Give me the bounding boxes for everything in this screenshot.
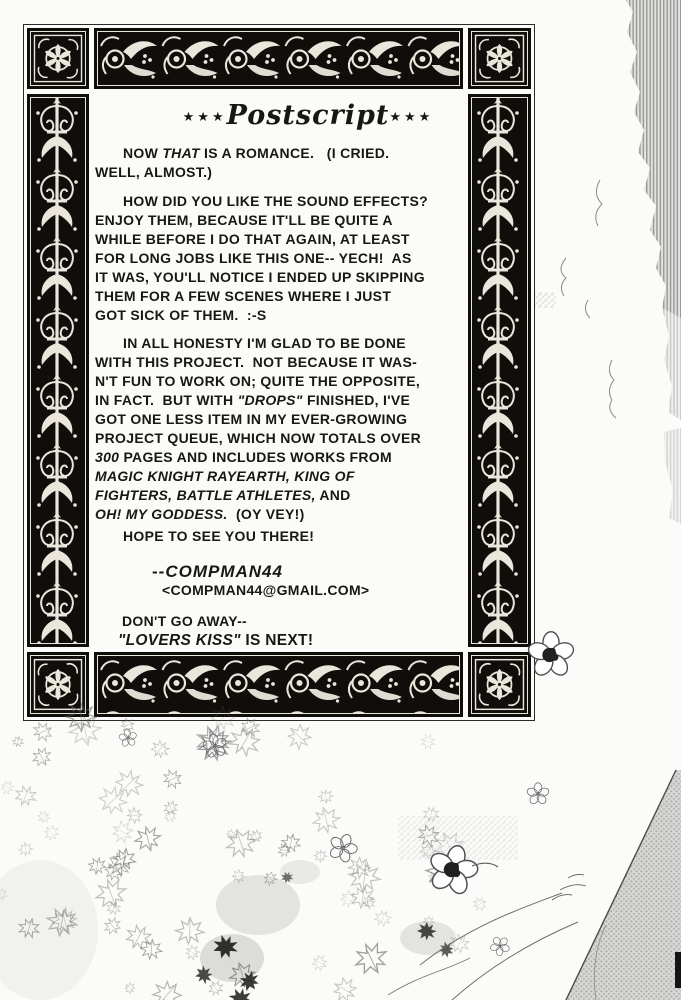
leaf-sketch bbox=[132, 824, 163, 854]
leaf-sketch bbox=[194, 725, 234, 764]
leaf-sketch bbox=[148, 975, 188, 1000]
postscript-line: FIGHTERS, BATTLE ATHLETES, AND bbox=[95, 487, 351, 503]
leaf-sketch bbox=[420, 914, 436, 930]
postscript-line: --COMPMAN44 bbox=[152, 562, 283, 581]
column-ornament-right bbox=[468, 94, 531, 647]
corner-rosette-bottom-right bbox=[468, 652, 531, 717]
postscript-line: <COMPMAN44@GMAIL.COM> bbox=[162, 582, 370, 598]
leaf-sketch bbox=[87, 857, 107, 876]
leaf-sketch bbox=[318, 789, 334, 804]
leaf-sketch bbox=[12, 782, 40, 809]
leaf-sketch bbox=[126, 807, 142, 825]
leaf-sketch bbox=[344, 852, 375, 883]
leaf-sketch bbox=[471, 895, 489, 914]
leaf-sketch bbox=[140, 938, 163, 960]
leaf-sketch bbox=[347, 861, 382, 894]
leaf-sketch bbox=[222, 825, 259, 860]
flower-sketch bbox=[486, 932, 514, 960]
flower-sketch bbox=[422, 840, 485, 901]
torn-edge-tone-low bbox=[664, 428, 681, 524]
leaf-sketch bbox=[67, 713, 104, 748]
flower-sketch bbox=[116, 726, 140, 751]
leaf-sketch bbox=[276, 842, 292, 859]
leaf-sketch bbox=[175, 918, 204, 945]
corner-rosette-bottom-left bbox=[27, 652, 89, 717]
scroll-bar-bottom bbox=[94, 652, 463, 717]
postscript-line: OH! MY GODDESS. (OY VEY!) bbox=[95, 506, 305, 522]
leaf-sketch bbox=[16, 915, 42, 940]
leaf-sketch bbox=[420, 850, 465, 895]
postscript-line: ENJOY THEM, BECAUSE IT'LL BE QUITE A bbox=[95, 212, 393, 228]
postscript-line: GOT SICK OF THEM. :-S bbox=[95, 307, 267, 323]
flower-sketch bbox=[526, 632, 575, 679]
leaf-sketch bbox=[416, 822, 442, 849]
leaf-sketch bbox=[232, 869, 245, 883]
leaf-sketch bbox=[101, 860, 125, 885]
leaf-sketch bbox=[160, 766, 184, 791]
fabric-fold-sketch bbox=[388, 770, 681, 1000]
postscript-line: IT WAS, YOU'LL NOTICE I ENDED UP SKIPPING bbox=[95, 269, 425, 285]
postscript-line: MAGIC KNIGHT RAYEARTH, KING OF bbox=[95, 468, 355, 484]
flower-sketch bbox=[200, 732, 229, 760]
star-decoration-right: ★★★ bbox=[389, 110, 434, 125]
postscript-paragraph bbox=[95, 144, 463, 182]
postscript-paragraph bbox=[95, 562, 463, 600]
edge-ink-mark bbox=[675, 952, 681, 988]
corner-rosette-top-right bbox=[468, 28, 531, 89]
postscript-line: HOW DID YOU LIKE THE SOUND EFFECTS? bbox=[123, 193, 429, 209]
leaf-sketch bbox=[29, 745, 55, 770]
leaf-sketch bbox=[206, 978, 226, 997]
postscript-line: FOR LONG JOBS LIKE THIS ONE-- YECH! AS bbox=[95, 250, 412, 266]
scroll-bar-top bbox=[94, 28, 463, 89]
torn-edge-tone-top bbox=[626, 0, 681, 318]
postscript-body bbox=[95, 144, 463, 650]
postscript-line: "LOVERS KISS" IS NEXT! bbox=[118, 632, 314, 649]
leaf-sketch bbox=[282, 719, 316, 753]
leaf-sketch bbox=[279, 832, 302, 854]
leaf-sketch bbox=[238, 715, 262, 740]
postscript-line: HOPE TO SEE YOU THERE! bbox=[123, 528, 315, 544]
column-ornament-left bbox=[27, 94, 89, 647]
leaf-sketch bbox=[30, 719, 55, 745]
leaf-sketch bbox=[122, 981, 137, 996]
leaf-sketch bbox=[50, 908, 79, 935]
leaf-sketch bbox=[226, 829, 236, 840]
leaf-sketch bbox=[161, 799, 180, 818]
postscript-line: 300 PAGES AND INCLUDES WORKS FROM bbox=[95, 449, 392, 465]
postscript-line: DON'T GO AWAY-- bbox=[122, 613, 248, 629]
dark-leaf-cluster bbox=[193, 870, 457, 1000]
leaf-sketch bbox=[148, 737, 173, 761]
leaf-sketch bbox=[329, 973, 361, 1000]
torn-edge-tone-mid bbox=[662, 308, 681, 420]
postscript-line: WELL, ALMOST.) bbox=[95, 164, 213, 180]
postscript-line: NOW THAT IS A ROMANCE. (I CRIED. bbox=[123, 145, 390, 161]
leaf-sketch bbox=[361, 894, 376, 910]
leaf-sketch bbox=[93, 781, 132, 820]
leaf-sketch bbox=[0, 886, 9, 903]
postscript-line: WITH THIS PROJECT. NOT BECAUSE IT WAS- bbox=[95, 354, 418, 370]
leaf-sketch bbox=[45, 906, 80, 939]
leaf-sketch bbox=[226, 960, 257, 990]
leaf-sketch bbox=[162, 808, 179, 824]
leaf-sketch bbox=[0, 779, 16, 797]
leaf-sketch bbox=[101, 914, 125, 937]
flower-sketch bbox=[324, 829, 363, 867]
postscript-paragraph bbox=[95, 612, 463, 650]
flower-sketch bbox=[526, 783, 550, 806]
leaf-sketch bbox=[110, 765, 148, 803]
leaf-sketch bbox=[430, 828, 468, 865]
leaf-sketch bbox=[119, 716, 135, 733]
leaf-sketch bbox=[182, 942, 202, 962]
postscript-panel bbox=[95, 92, 463, 654]
leaf-sketch bbox=[108, 817, 137, 846]
leaf-sketch bbox=[18, 842, 34, 857]
screentone-corner bbox=[566, 770, 681, 1000]
leaf-sketch bbox=[372, 907, 395, 929]
leaf-sketch bbox=[111, 847, 137, 872]
leaf-sketch bbox=[426, 870, 443, 887]
leaf-sketch bbox=[451, 877, 469, 895]
postscript-line: IN ALL HONESTY I'M GLAD TO BE DONE bbox=[123, 335, 406, 351]
leaf-sketch bbox=[122, 921, 156, 954]
leaf-sketch bbox=[418, 841, 440, 862]
postscript-line: THEM FOR A FEW SCENES WHERE I JUST bbox=[95, 288, 392, 304]
postscript-paragraph bbox=[95, 334, 463, 524]
leaf-sketch-cluster bbox=[0, 702, 489, 1000]
leaf-sketch bbox=[337, 887, 360, 910]
leaf-sketch bbox=[105, 899, 123, 917]
leaf-sketch bbox=[310, 804, 343, 835]
leaf-sketch bbox=[419, 732, 437, 751]
postscript-line: GOT ONE LESS ITEM IN MY EVER-GROWING bbox=[95, 411, 408, 427]
leaf-sketch bbox=[35, 808, 52, 825]
corner-rosette-top-left bbox=[27, 28, 89, 89]
postscript-title bbox=[153, 100, 463, 131]
leaf-sketch bbox=[314, 850, 327, 862]
leaf-sketch bbox=[192, 721, 233, 761]
leaf-sketch bbox=[11, 735, 24, 748]
leaf-sketch bbox=[224, 721, 265, 761]
postscript-line: IN FACT. BUT WITH "DROPS" FINISHED, I'VE bbox=[95, 392, 411, 408]
leaf-sketch bbox=[41, 822, 62, 843]
postscript-paragraph bbox=[95, 192, 463, 325]
leaf-sketch bbox=[106, 851, 132, 879]
postscript-paragraph bbox=[95, 527, 463, 546]
postscript-line: PROJECT QUEUE, WHICH NOW TOTALS OVER bbox=[95, 430, 422, 446]
leaf-sketch bbox=[92, 875, 131, 912]
postscript-line: WHILE BEFORE I DO THAT AGAIN, AT LEAST bbox=[95, 231, 410, 247]
torn-edge-lines bbox=[561, 180, 616, 418]
star-decoration-left: ★★★ bbox=[182, 110, 227, 125]
leaf-sketch bbox=[247, 828, 265, 846]
postscript-title-text: Postscript bbox=[226, 100, 390, 131]
leaf-sketch bbox=[350, 938, 393, 980]
leaf-sketch bbox=[261, 869, 280, 887]
pencil-smudges bbox=[0, 816, 518, 1000]
leaf-sketch bbox=[349, 885, 376, 910]
leaf-sketch bbox=[421, 805, 441, 824]
leaf-sketch bbox=[309, 952, 330, 973]
leaf-sketch bbox=[446, 930, 473, 956]
postscript-line: N'T FUN TO WORK ON; QUITE THE OPPOSITE, bbox=[95, 373, 421, 389]
smudge-patch bbox=[534, 292, 556, 308]
